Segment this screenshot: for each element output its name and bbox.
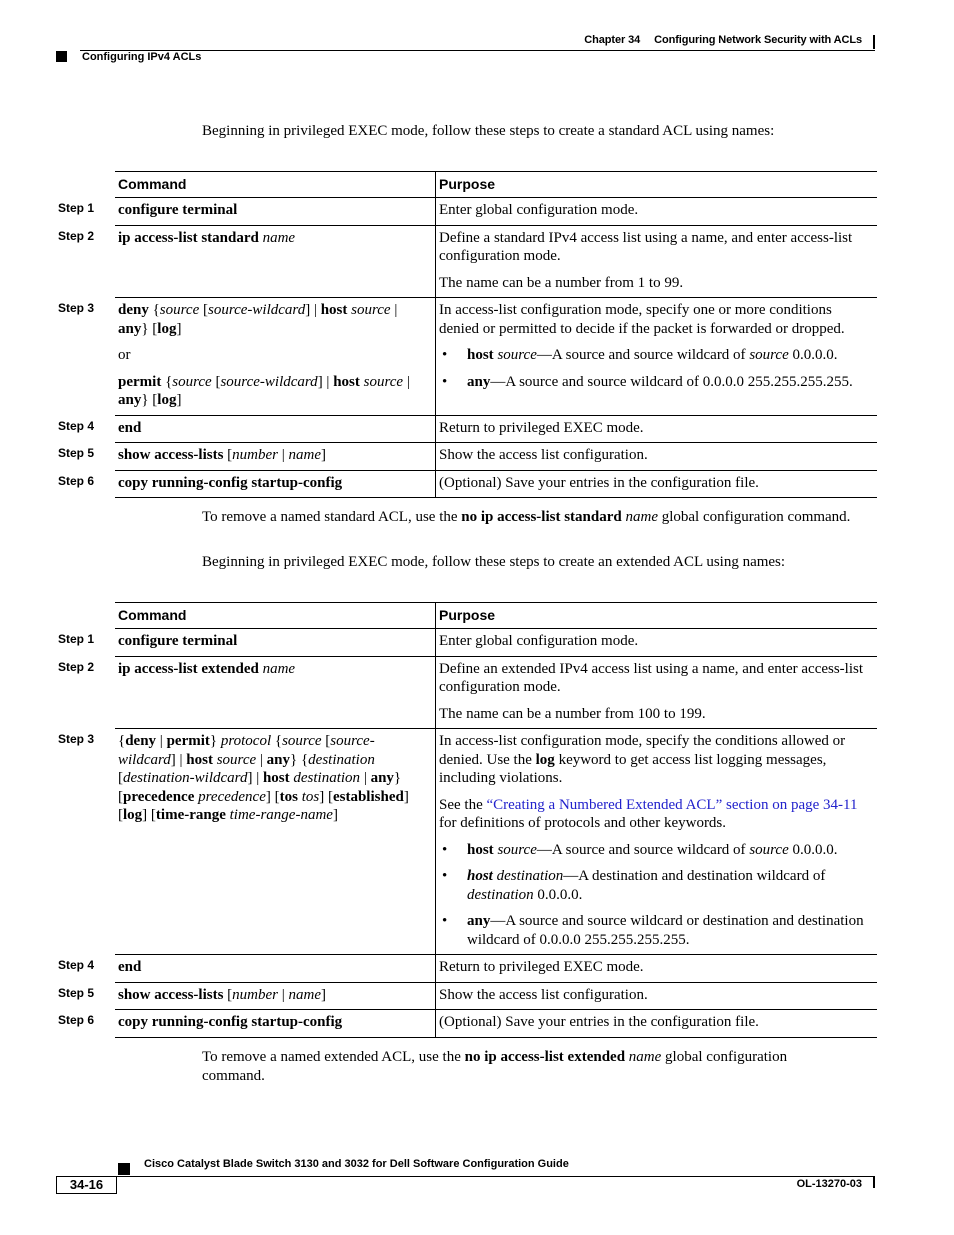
step-label: Step 5 bbox=[58, 446, 95, 460]
command-argument: name bbox=[262, 660, 296, 677]
table-row: Step 5 show access-lists [number | name] Show the access list configuration. bbox=[115, 443, 877, 471]
step-label: Step 3 bbox=[58, 732, 95, 746]
table-row bbox=[58, 416, 877, 444]
step-label: Step 2 bbox=[58, 659, 95, 674]
command-text: end bbox=[118, 959, 142, 975]
purpose-text: In access-list configuration mode, specify one or more conditions denied or permitted to decide if the packet is forwarded or dropped. bbox=[439, 302, 845, 337]
command-syntax-extended: {deny | permit} protocol {source [source-wildcard] | host source | any} {destination [destination-wildcard] | host destination | any} [precedence precedence] [tos tos] [established] [log] [time-range time-range-name] bbox=[118, 733, 409, 823]
step-label: Step 6 bbox=[58, 1013, 95, 1027]
column-header-purpose: Purpose bbox=[439, 176, 496, 192]
intro-extended: Beginning in privileged EXEC mode, follow these steps to create an extended ACL using names: bbox=[202, 554, 786, 570]
step-label: Step 5 bbox=[58, 985, 95, 1000]
purpose-text: See the “Creating a Numbered Extended ACL” section on page 34-11 for definitions of protocols and other keywords. bbox=[439, 796, 858, 831]
purpose-text: Enter global configuration mode. bbox=[439, 202, 639, 218]
chapter-number: Chapter 34 bbox=[584, 34, 641, 46]
footer-bar bbox=[873, 1176, 875, 1188]
column-header-command: Command bbox=[115, 172, 436, 197]
table-row bbox=[58, 298, 877, 416]
step-label: Step 6 bbox=[58, 473, 95, 488]
table-row bbox=[58, 1010, 877, 1038]
table-row: Step 5 show access-lists [number | name] Show the access list configuration. bbox=[115, 983, 877, 1011]
option-list bbox=[439, 841, 875, 950]
option-list bbox=[439, 346, 875, 391]
purpose-text: The name can be a number from 100 to 199. bbox=[439, 705, 706, 722]
purpose-text: Define a standard IPv4 access list using a name, and enter access-list configuration mode. bbox=[439, 229, 853, 264]
command-keyword: ip access-list standard bbox=[118, 229, 259, 246]
step-label: Step 4 bbox=[58, 958, 95, 972]
table-row bbox=[58, 471, 877, 499]
running-header bbox=[584, 34, 862, 46]
step-label: Step 3 bbox=[58, 301, 95, 315]
cross-reference-link[interactable]: “Creating a Numbered Extended ACL” section on page 34-11 bbox=[486, 796, 858, 813]
table-header-row bbox=[115, 603, 877, 629]
purpose-text: Return to privileged EXEC mode. bbox=[439, 959, 644, 975]
command-text: end bbox=[118, 419, 142, 436]
purpose-text: Enter global configuration mode. bbox=[439, 633, 639, 649]
table-row bbox=[58, 657, 877, 730]
command-text: copy running-config startup-config bbox=[118, 474, 343, 491]
purpose-text: (Optional) Save your entries in the configuration file. bbox=[439, 474, 759, 491]
command-argument: name bbox=[262, 229, 296, 246]
list-item: • host source—A source and source wildcard of source 0.0.0.0. bbox=[442, 347, 838, 363]
document-number: OL-13270-03 bbox=[796, 1178, 862, 1190]
column-header-purpose: Purpose bbox=[439, 607, 496, 623]
command-keyword: ip access-list extended bbox=[118, 660, 259, 677]
step-label: Step 4 bbox=[58, 418, 95, 433]
command-syntax-permit: permit {source [source-wildcard] | host source | any} [log] bbox=[118, 373, 410, 408]
step-label: Step 2 bbox=[58, 228, 95, 243]
step-label: Step 1 bbox=[58, 632, 95, 646]
purpose-text: Show the access list configuration. bbox=[439, 986, 648, 1003]
header-square bbox=[56, 51, 67, 62]
remove-standard-note: To remove a named standard ACL, use the no ip access-list standard name global configuration command. bbox=[202, 509, 851, 525]
command-text: configure terminal bbox=[118, 633, 238, 649]
purpose-text: The name can be a number from 1 to 99. bbox=[439, 274, 684, 291]
intro-standard: Beginning in privileged EXEC mode, follow these steps to create a standard ACL using names: bbox=[202, 123, 775, 139]
page-number: 34-16 bbox=[56, 1176, 117, 1194]
list-item: • any—A source and source wildcard of 0.0.0.0 255.255.255.255. bbox=[442, 373, 853, 390]
table-row bbox=[58, 629, 877, 657]
purpose-text: In access-list configuration mode, specify the conditions allowed or denied. Use the log keyword to get access list logging messages, including violations. bbox=[439, 733, 846, 786]
footer-rule bbox=[56, 1176, 875, 1177]
remove-extended-note: To remove a named extended ACL, use the no ip access-list extended name global configuration command. bbox=[202, 1049, 788, 1084]
extended-acl-table bbox=[58, 602, 877, 1038]
chapter-title: Configuring Network Security with ACLs bbox=[654, 34, 862, 46]
command-text: configure terminal bbox=[118, 202, 238, 218]
command-keyword: show access-lists bbox=[118, 447, 224, 463]
footer-square bbox=[118, 1163, 130, 1175]
list-item: • host source—A source and source wildcard of source 0.0.0.0. bbox=[442, 841, 838, 858]
list-item: • any—A source and source wildcard or destination and destination wildcard of 0.0.0.0 255.255.255.255. bbox=[442, 913, 864, 948]
table-row bbox=[58, 955, 877, 983]
purpose-text: Return to privileged EXEC mode. bbox=[439, 419, 644, 436]
table-row bbox=[58, 198, 877, 226]
guide-title: Cisco Catalyst Blade Switch 3130 and 3032 for Dell Software Configuration Guide bbox=[144, 1158, 569, 1170]
step-label: Step 1 bbox=[58, 201, 95, 215]
or-text: or bbox=[118, 347, 131, 363]
header-bar bbox=[873, 35, 875, 49]
purpose-text: Show the access list configuration. bbox=[439, 447, 648, 463]
table-header-row bbox=[115, 172, 877, 198]
section-title: Configuring IPv4 ACLs bbox=[82, 51, 202, 63]
purpose-text: Define an extended IPv4 access list using a name, and enter access-list configuration mode. bbox=[439, 660, 864, 695]
command-syntax-deny: deny {source [source-wildcard] | host source | any} [log] bbox=[118, 302, 398, 337]
command-text: copy running-config startup-config bbox=[118, 1014, 343, 1030]
standard-acl-table bbox=[58, 171, 877, 498]
purpose-text: (Optional) Save your entries in the configuration file. bbox=[439, 1014, 759, 1030]
table-row bbox=[58, 729, 877, 955]
command-keyword: show access-lists bbox=[118, 986, 224, 1003]
table-row bbox=[58, 226, 877, 299]
column-header-command: Command bbox=[115, 603, 436, 628]
list-item: • host destination—A destination and destination wildcard of destination 0.0.0.0. bbox=[442, 868, 826, 903]
